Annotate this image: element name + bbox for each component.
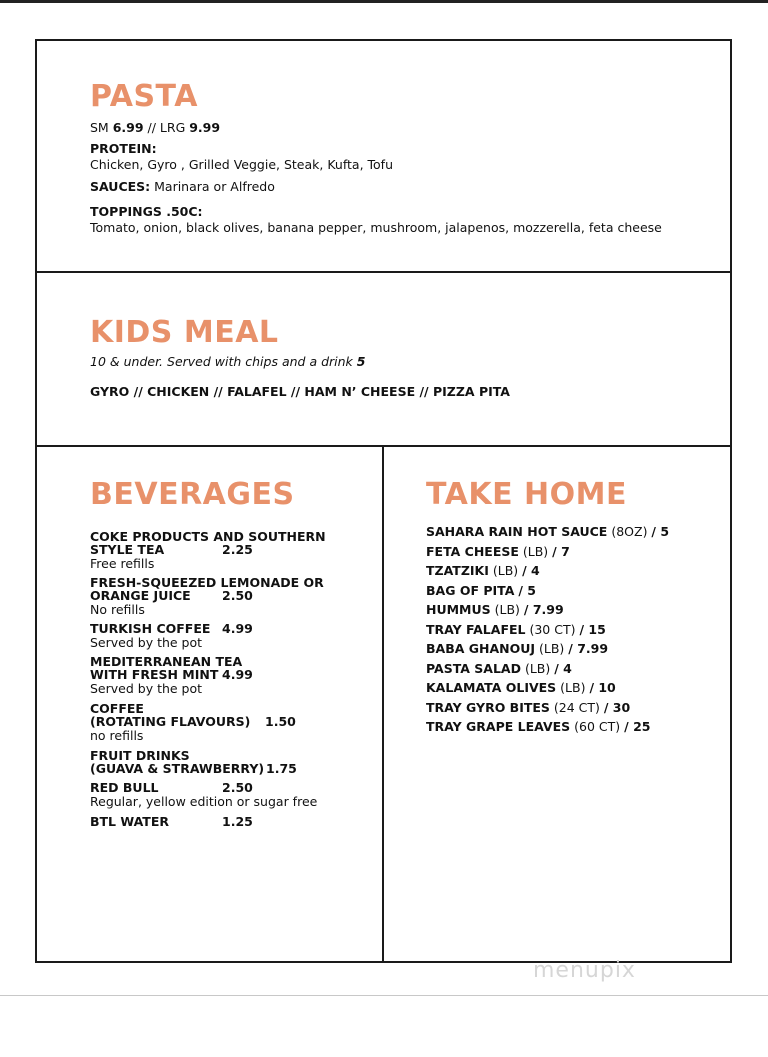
- sauces-list: Marinara or Alfredo: [150, 179, 275, 194]
- toppings-list: Tomato, onion, black olives, banana pepper, mushroom, jalapenos, mozzerella, feta cheese: [90, 220, 662, 235]
- menupix-watermark: menupix: [533, 958, 636, 983]
- beverage-item: [90, 814, 253, 829]
- take-home-name: TRAY GYRO BITES: [426, 700, 550, 715]
- take-home-price: / 15: [579, 622, 606, 637]
- take-home-price: / 5: [518, 583, 536, 598]
- beverage-name-text: WITH FRESH MINT: [90, 667, 219, 682]
- beverage-name-line2: [90, 543, 326, 556]
- take-home-price: / 30: [603, 700, 631, 715]
- take-home-section: [384, 447, 730, 961]
- beverage-note: Served by the pot: [90, 635, 203, 650]
- beverage-price: 1.50: [265, 714, 296, 729]
- protein-list: Chicken, Gyro , Grilled Veggie, Steak, Kufta, Tofu: [90, 157, 393, 172]
- take-home-name: HUMMUS: [426, 602, 491, 617]
- sauces-line: [90, 179, 275, 194]
- protein-label: PROTEIN:: [90, 141, 157, 156]
- take-home-name: TRAY GRAPE LEAVES: [426, 719, 571, 734]
- lrg-label: // LRG: [143, 120, 190, 135]
- beverage-name-text: STYLE TEA: [90, 542, 165, 557]
- take-home-unit: (LB): [535, 641, 569, 656]
- take-home-name: PASTA SALAD: [426, 661, 521, 676]
- beverage-price: 1.75: [266, 761, 297, 776]
- beverage-name-line2: [90, 667, 253, 682]
- beverage-name-text: BTL WATER: [90, 814, 169, 829]
- beverage-name: FRUIT DRINKS: [90, 748, 190, 763]
- lrg-price: 9.99: [189, 120, 221, 135]
- take-home-price: / 10: [589, 680, 616, 695]
- take-home-unit: (30 CT): [525, 622, 580, 637]
- beverage-name-text: ORANGE JUICE: [90, 588, 191, 603]
- beverage-item: [90, 621, 253, 650]
- beverage-item: [90, 748, 297, 776]
- beverage-name-line2: [90, 589, 324, 602]
- beverage-item: [90, 701, 296, 743]
- take-home-price: / 5: [651, 524, 670, 539]
- beverage-name-line: [90, 814, 253, 829]
- take-home-item: [426, 622, 606, 637]
- beverage-item: [90, 781, 317, 808]
- beverage-name-line2: [90, 761, 297, 776]
- take-home-item: [426, 583, 536, 598]
- pasta-prices: [90, 120, 220, 135]
- take-home-name: TRAY FALAFEL: [426, 622, 526, 637]
- beverage-note: Served by the pot: [90, 681, 203, 696]
- take-home-unit: (LB): [488, 563, 523, 578]
- beverage-price: 1.25: [222, 814, 253, 829]
- pasta-title: PASTA: [90, 79, 198, 114]
- take-home-unit: (LB): [490, 602, 524, 617]
- beverage-note: No refills: [90, 602, 145, 617]
- take-home-title: TAKE HOME: [426, 477, 627, 512]
- beverage-name-line: [90, 781, 317, 794]
- beverage-note: no refills: [90, 728, 144, 743]
- beverage-item: [90, 576, 324, 616]
- top-edge-line: [0, 0, 768, 3]
- pasta-section: [37, 41, 730, 273]
- take-home-item: [426, 719, 650, 734]
- beverage-note: Regular, yellow edition or sugar free: [90, 794, 318, 809]
- beverage-name: COFFEE: [90, 701, 144, 716]
- take-home-item: [426, 680, 616, 695]
- take-home-item: [426, 661, 572, 676]
- beverage-name: COKE PRODUCTS AND SOUTHERN: [90, 529, 326, 544]
- beverage-name-text: RED BULL: [90, 780, 159, 795]
- beverage-name: MEDITERRANEAN TEA: [90, 654, 243, 669]
- beverage-name-text: (ROTATING FLAVOURS): [90, 714, 251, 729]
- beverage-name-text: TURKISH COFFEE: [90, 621, 211, 636]
- kids-meal-options: GYRO // CHICKEN // FALAFEL // HAM N’ CHEESE // PIZZA PITA: [90, 384, 510, 399]
- take-home-price: / 7.99: [523, 602, 564, 617]
- kids-price: 5: [356, 354, 366, 369]
- beverage-name: FRESH-SQUEEZED LEMONADE OR: [90, 575, 324, 590]
- beverages-title: BEVERAGES: [90, 477, 295, 512]
- kids-meal-section: [37, 273, 730, 447]
- take-home-item: [426, 544, 570, 559]
- take-home-item: [426, 563, 540, 578]
- take-home-price: / 7.99: [568, 641, 609, 656]
- take-home-item: [426, 524, 669, 539]
- take-home-unit: (LB): [518, 544, 553, 559]
- beverage-price: 2.50: [222, 780, 253, 795]
- kids-meal-subtitle: [90, 354, 365, 369]
- beverage-price: 2.25: [222, 542, 253, 557]
- take-home-unit: (24 CT): [549, 700, 604, 715]
- sm-price: 6.99: [112, 120, 144, 135]
- beverage-name-text: (GUAVA & STRAWBERRY): [90, 761, 265, 776]
- sm-label: SM: [90, 120, 113, 135]
- take-home-unit: (8OZ): [607, 524, 652, 539]
- toppings-label: TOPPINGS .50C:: [90, 204, 203, 219]
- kids-subtitle-text: 10 & under. Served with chips and a drink: [90, 354, 357, 369]
- take-home-item: [426, 700, 630, 715]
- take-home-unit: (LB): [556, 680, 590, 695]
- take-home-item: [426, 602, 564, 617]
- beverage-price: 4.99: [222, 621, 253, 636]
- take-home-name: BAG OF PITA: [426, 583, 515, 598]
- beverage-name-line: [90, 621, 253, 636]
- take-home-item: [426, 641, 608, 656]
- beverage-price: 2.50: [222, 588, 253, 603]
- take-home-price: / 4: [554, 661, 572, 676]
- take-home-name: KALAMATA OLIVES: [426, 680, 557, 695]
- kids-meal-title: KIDS MEAL: [90, 315, 279, 350]
- beverage-price: 4.99: [222, 667, 253, 682]
- take-home-price: / 4: [522, 563, 540, 578]
- beverage-name-line2: [90, 714, 296, 729]
- beverages-section: [37, 447, 384, 961]
- sauces-label: SAUCES:: [90, 179, 151, 194]
- beverage-item: [90, 654, 253, 696]
- page-bottom-margin: [0, 995, 768, 1057]
- take-home-name: TZATZIKI: [426, 563, 489, 578]
- menu-frame: [35, 39, 732, 963]
- beverage-item: [90, 530, 326, 570]
- take-home-unit: (60 CT): [570, 719, 625, 734]
- take-home-unit: (LB): [520, 661, 555, 676]
- take-home-name: FETA CHEESE: [426, 544, 519, 559]
- take-home-name: SAHARA RAIN HOT SAUCE: [426, 524, 608, 539]
- take-home-price: / 7: [552, 544, 570, 559]
- beverage-note: Free refills: [90, 556, 155, 571]
- take-home-price: / 25: [624, 719, 651, 734]
- take-home-name: BABA GHANOUJ: [426, 641, 536, 656]
